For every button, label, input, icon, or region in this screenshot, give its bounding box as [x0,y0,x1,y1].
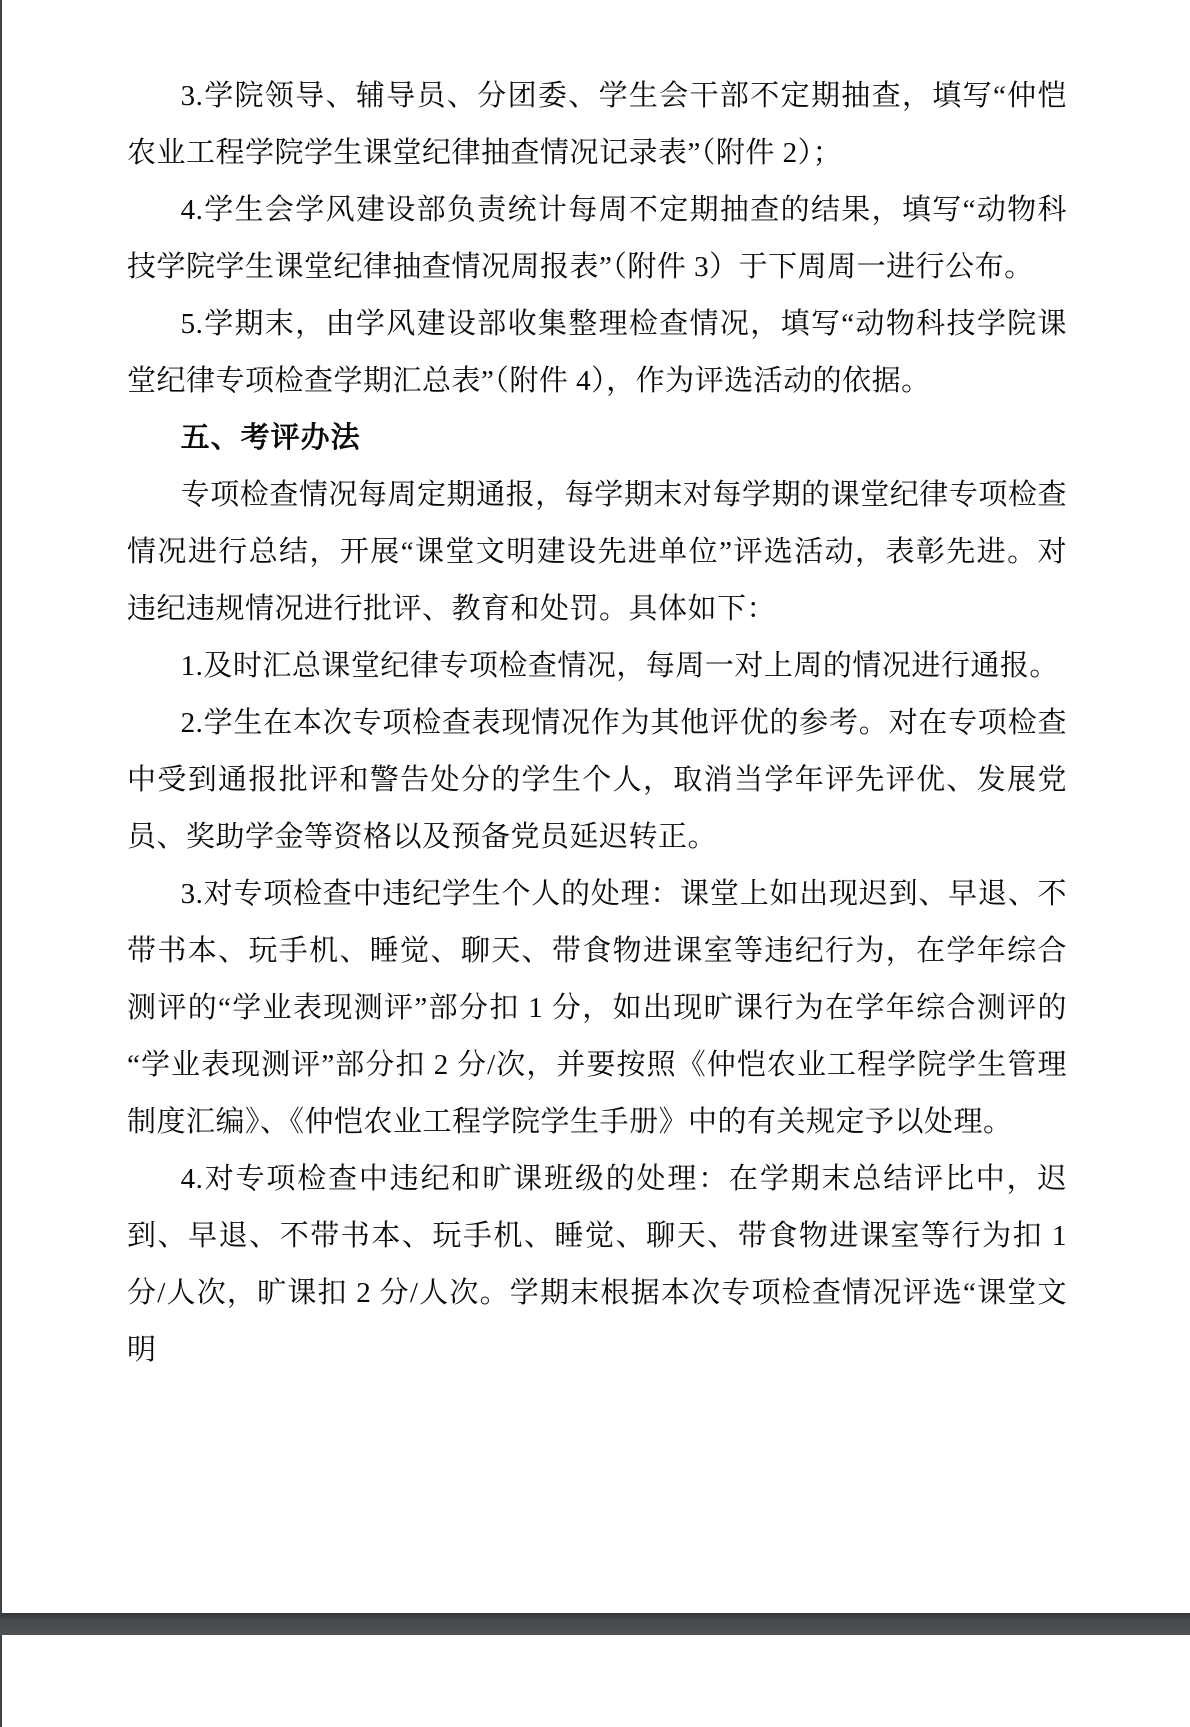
paragraph: 4.对专项检查中违纪和旷课班级的处理：在学期末总结评比中，迟到、早退、不带书本、玩手机、睡觉、聊天、带食物进课室等行为扣 1 分/人次，旷课扣 2 分/人次。学期末根据本次专项检查情况评选“课堂文明 [127,1163,1067,1366]
paragraph: 专项检查情况每周定期通报，每学期末对每学期的课堂纪律专项检查情况进行总结，开展“课堂文明建设先进单位”评选活动，表彰先进。对违纪违规情况进行批评、教育和处罚。具体如下： [127,479,1067,625]
page-content [2,0,1190,1379]
section-heading: 五、考评办法 [180,422,361,454]
next-document-page [0,1635,1190,1727]
paragraph: 3.对专项检查中违纪学生个人的处理：课堂上如出现迟到、早退、不带书本、玩手机、睡觉、聊天、带食物进课室等违纪行为，在学年综合测评的“学业表现测评”部分扣 1 分，如出现旷课行为在学年综合测评的“学业表现测评”部分扣 2 分/次，并要按照《仲恺农业工程学院学生管理制度汇编》、《仲恺农业工程学院学生手册》中的有关规定予以处理。 [127,878,1067,1138]
page-break-separator [0,1613,1190,1635]
paragraph: 3.学院领导、辅导员、分团委、学生会干部不定期抽查，填写“仲恺农业工程学院学生课堂纪律抽查情况记录表”（附件 2）； [127,80,1067,169]
paragraph: 4.学生会学风建设部负责统计每周不定期抽查的结果，填写“动物科技学院学生课堂纪律抽查情况周报表”（附件 3）于下周周一进行公布。 [127,194,1067,283]
paragraph: 2.学生在本次专项检查表现情况作为其他评优的参考。对在专项检查中受到通报批评和警告处分的学生个人，取消当学年评先评优、发展党员、奖助学金等资格以及预备党员延迟转正。 [127,707,1067,853]
paragraph: 1.及时汇总课堂纪律专项检查情况，每周一对上周的情况进行通报。 [180,650,1059,682]
paragraph: 5.学期末，由学风建设部收集整理检查情况，填写“动物科技学院课堂纪律专项检查学期汇总表”（附件 4），作为评选活动的依据。 [127,308,1067,397]
